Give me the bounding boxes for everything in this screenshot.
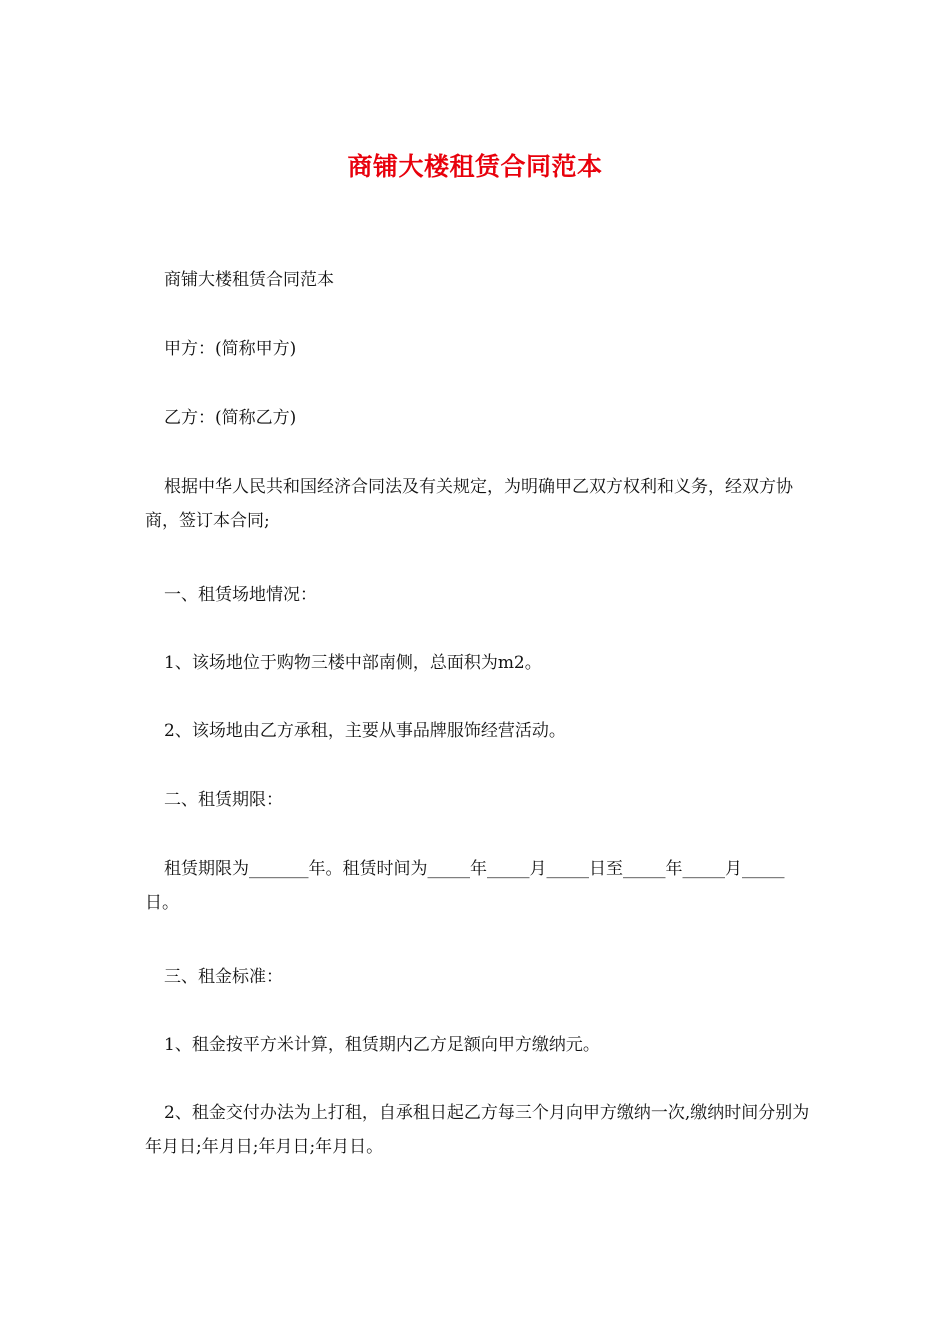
paragraph-party-b: 乙方：(简称乙方) xyxy=(164,408,297,428)
paragraph-1-1: 1、该场地位于购物三楼中部南侧，总面积为m2。 xyxy=(164,653,542,673)
paragraph-preamble: 根据中华人民共和国经济合同法及有关规定，为明确甲乙双方权利和义务，经双方协商，签订本合同; xyxy=(145,477,793,531)
paragraph-lease-term: 租赁期限为_______年。租赁时间为_____年_____月_____日至_____年_____月_____日。 xyxy=(145,859,785,913)
section-heading-2: 二、租赁期限： xyxy=(164,790,283,810)
paragraph-party-a: 甲方：(简称甲方) xyxy=(164,339,297,359)
paragraph-3-1: 1、租金按平方米计算，租赁期内乙方足额向甲方缴纳元。 xyxy=(164,1035,600,1055)
document-title: 商铺大楼租赁合同范本 xyxy=(347,152,603,181)
section-heading-1: 一、租赁场地情况： xyxy=(164,585,317,605)
paragraph-1-2: 2、该场地由乙方承租，主要从事品牌服饰经营活动。 xyxy=(164,721,566,741)
paragraph-3-2: 2、租金交付办法为上打租，自承租日起乙方每三个月向甲方缴纳一次,缴纳时间分别为年月日;年月日;年月日;年月日。 xyxy=(145,1103,810,1157)
paragraph-heading-repeat: 商铺大楼租赁合同范本 xyxy=(164,270,334,290)
section-heading-3: 三、租金标准： xyxy=(164,967,283,987)
